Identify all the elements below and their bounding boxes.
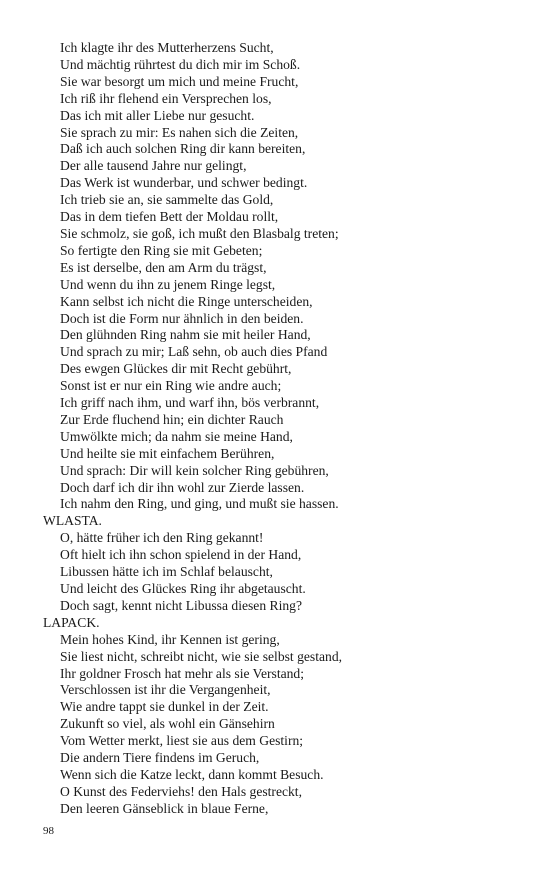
- verse-line: Zukunft so viel, als wohl ein Gänsehirn: [60, 716, 275, 732]
- speaker-name: WLASTA.: [43, 513, 102, 529]
- verse-line: Ich griff nach ihm, und warf ihn, bös verbrannt,: [60, 395, 320, 411]
- verse-line: Doch darf ich dir ihn wohl zur Zierde lassen.: [60, 479, 305, 495]
- verse-line: Die andern Tiere findens im Geruch,: [60, 750, 260, 766]
- verse-line: O, hätte früher ich den Ring gekannt!: [60, 530, 264, 546]
- page-number: 98: [43, 825, 54, 837]
- verse-line: Umwölkte mich; da nahm sie meine Hand,: [60, 428, 293, 444]
- verse-line: Ihr goldner Frosch hat mehr als sie Verstand;: [60, 665, 305, 681]
- verse-line: Sie war besorgt um mich und meine Frucht,: [60, 73, 299, 89]
- verse-line: Oft hielt ich ihn schon spielend in der Hand,: [60, 547, 302, 563]
- verse-line: So fertigte den Ring sie mit Gebeten;: [60, 242, 263, 258]
- speaker-name: LAPACK.: [43, 614, 100, 630]
- verse-line: O Kunst des Federviehs! den Hals gestreckt,: [60, 783, 302, 799]
- drama-text: [43, 40, 513, 818]
- verse-line: Das Werk ist wunderbar, und schwer bedingt.: [60, 175, 308, 191]
- verse-line: Und sprach zu mir; Laß sehn, ob auch dies Pfand: [60, 344, 328, 360]
- verse-line: Sie liest nicht, schreibt nicht, wie sie selbst gestand,: [60, 648, 343, 664]
- verse-line: Libussen hätte ich im Schlaf belauscht,: [60, 564, 273, 580]
- verse-line: Doch sagt, kennt nicht Libussa diesen Ring?: [60, 597, 302, 613]
- verse-line: Der alle tausend Jahre nur gelingt,: [60, 158, 247, 174]
- verse-line: Und mächtig rührtest du dich mir im Schoß.: [60, 56, 301, 72]
- verse-line: Zur Erde fluchend hin; ein dichter Rauch: [60, 411, 284, 427]
- verse-line: Des ewgen Glückes dir mit Recht gebührt,: [60, 361, 292, 377]
- verse-line: Mein hohes Kind, ihr Kennen ist gering,: [60, 631, 280, 647]
- verse-line: Das in dem tiefen Bett der Moldau rollt,: [60, 209, 279, 225]
- verse-line: Und sprach: Dir will kein solcher Ring gebühren,: [60, 462, 329, 478]
- verse-line: Ich nahm den Ring, und ging, und mußt sie hassen.: [60, 496, 339, 512]
- verse-line: Und heilte sie mit einfachem Berühren,: [60, 445, 275, 461]
- verse-line: Und wenn du ihn zu jenem Ringe legst,: [60, 276, 276, 292]
- verse-line: Es ist derselbe, den am Arm du trägst,: [60, 259, 267, 275]
- verse-line: Kann selbst ich nicht die Ringe unterscheiden,: [60, 293, 313, 309]
- verse-line: Und leicht des Glückes Ring ihr abgetauscht.: [60, 581, 306, 596]
- verse-line: Ich klagte ihr des Mutterherzens Sucht,: [60, 40, 274, 55]
- verse-line: Ich trieb sie an, sie sammelte das Gold,: [60, 192, 274, 208]
- verse-line: Verschlossen ist ihr die Vergangenheit,: [60, 682, 271, 698]
- verse-line: Sonst ist er nur ein Ring wie andre auch;: [60, 378, 282, 394]
- verse-line: Vom Wetter merkt, liest sie aus dem Gestirn;: [60, 733, 304, 749]
- verse-line: Wie andre tappt sie dunkel in der Zeit.: [60, 699, 269, 715]
- verse-line: Doch ist die Form nur ähnlich in den beiden.: [60, 310, 304, 326]
- verse-line: Den leeren Gänseblick in blaue Ferne,: [60, 800, 269, 816]
- verse-line: Das ich mit aller Liebe nur gesucht.: [60, 107, 255, 123]
- verse-line: Daß ich auch solchen Ring dir kann bereiten,: [60, 141, 306, 157]
- verse-line: Wenn sich die Katze leckt, dann kommt Besuch.: [60, 766, 324, 782]
- verse-line: Ich riß ihr flehend ein Versprechen los,: [60, 90, 272, 106]
- verse-line: Sie schmolz, sie goß, ich mußt den Blasbalg treten;: [60, 225, 339, 241]
- verse-line: Den glühnden Ring nahm sie mit heiler Hand,: [60, 327, 311, 343]
- verse-line: Sie sprach zu mir: Es nahen sich die Zeiten,: [60, 124, 299, 140]
